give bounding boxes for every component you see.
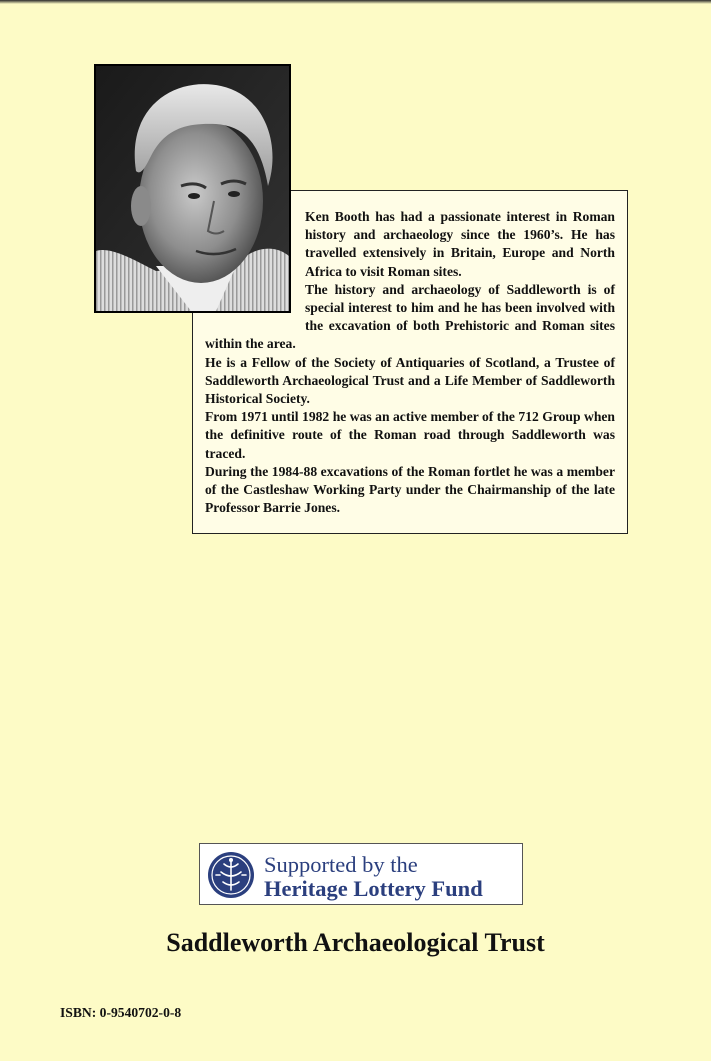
author-photo	[94, 64, 291, 313]
bio-paragraph-4: From 1971 until 1982 he was an active member of the 712 Group when the definitive route of the Roman road through Saddleworth was traced.	[205, 409, 615, 461]
lottery-fund-badge	[199, 843, 523, 905]
top-edge-shadow	[0, 0, 711, 4]
publisher-name: Saddleworth Archaeological Trust	[166, 928, 545, 957]
bio-paragraph-3: He is a Fellow of the Society of Antiquaries of Scotland, a Trustee of Saddleworth Archaeological Trust and a Life Member of Saddleworth Historical Society.	[205, 354, 615, 407]
lottery-fund-logo-icon	[206, 850, 256, 900]
isbn-number: ISBN: 0-9540702-0-8	[60, 1005, 182, 1020]
lottery-fund-line2: Heritage Lottery Fund	[264, 876, 483, 901]
bio-paragraph-1: Ken Booth has had a passionate interest in Roman history and archaeology since the 1960’s. He has travelled extensively in Britain, Europe and North Africa to visit Roman sites.	[305, 209, 615, 279]
lottery-fund-line1: Supported by the	[264, 852, 418, 877]
bio-paragraph-2: The history and archaeology of Saddleworth is of special interest to him and he has been involved with the excavation of both Prehistoric and Roman sites within the area.	[205, 281, 615, 352]
author-portrait-image	[96, 66, 289, 311]
bio-paragraph-5: During the 1984-88 excavations of the Roman fortlet he was a member of the Castleshaw Working Party under the Chairmanship of the late Professor Barrie Jones.	[205, 463, 615, 516]
